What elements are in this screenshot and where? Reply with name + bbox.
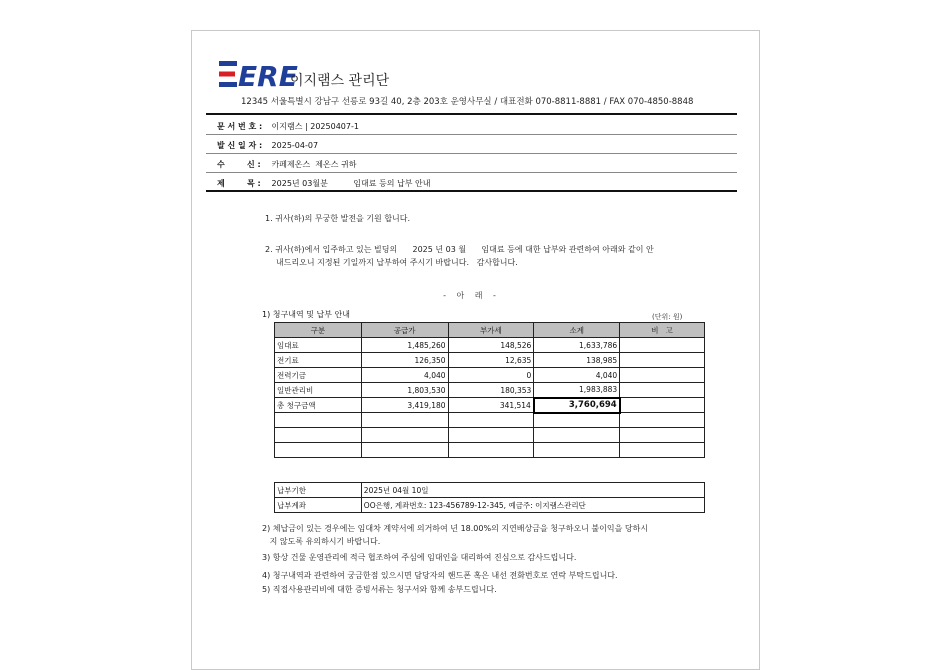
table-row (275, 383, 705, 398)
col-header-supply: 공급가 (361, 323, 448, 338)
logo-text: ERE (238, 60, 298, 93)
col-header-vat: 부가세 (448, 323, 534, 338)
row-divider (206, 172, 737, 173)
header-divider-bottom (206, 190, 737, 192)
note-2-line-2: 지 않도록 유의하시기 바랍니다. (262, 537, 381, 546)
subject-row (217, 178, 430, 189)
cell-vat: 148,526 (448, 338, 534, 353)
total-label: 총 청구금액 (275, 398, 362, 413)
doc-number-value: 이지램스 | 20250407-1 (271, 122, 359, 131)
note-2-line-1: 2) 체납금이 있는 경우에는 임대차 계약서에 의거하여 년 18.00%의 지연배상금을 청구하오니 불이익을 당하시 (262, 524, 649, 533)
cell-category: 임대료 (275, 338, 362, 353)
cell-vat: 0 (448, 368, 534, 383)
total-remarks (620, 398, 705, 413)
recipient-value: 카페제온스 제온스 귀하 (271, 160, 357, 169)
recipient-label: 수 신 : (217, 160, 261, 169)
cell-subtotal: 1,633,786 (534, 338, 620, 353)
cell-subtotal: 4,040 (534, 368, 620, 383)
col-header-subtotal: 소계 (534, 323, 620, 338)
table-header-row (275, 323, 705, 338)
header-divider-top (206, 113, 737, 115)
row-divider (206, 134, 737, 135)
total-row (275, 398, 705, 413)
cell-category: 전기료 (275, 353, 362, 368)
cell-supply: 126,350 (361, 353, 448, 368)
account-row (275, 498, 705, 513)
table-row (275, 353, 705, 368)
cell-remarks (620, 353, 705, 368)
account-label: 납부계좌 (275, 498, 362, 513)
col-header-remarks: 비 고 (620, 323, 705, 338)
note-4: 4) 청구내역과 관련하여 궁금한점 있으시면 담당자의 핸드폰 혹은 내선 전화번호로 연락 부탁드립니다. (262, 571, 618, 580)
paragraph-2-line-1: 2. 귀사(하)에서 입주하고 있는 빌딩의 2025 년 03 월 임대료 등에 대한 납부와 관련하여 아래와 같이 안 (265, 245, 654, 254)
organization-name: 이지램스 관리단 (290, 73, 390, 89)
recipient-row (217, 159, 356, 170)
due-date-label: 납부기한 (275, 483, 362, 498)
cell-subtotal: 138,985 (534, 353, 620, 368)
row-divider (206, 153, 737, 154)
cell-supply: 1,485,260 (361, 338, 448, 353)
doc-number-row (217, 121, 359, 132)
send-date-value: 2025-04-07 (271, 141, 319, 150)
cell-category: 전력기금 (275, 368, 362, 383)
cell-supply: 4,040 (361, 368, 448, 383)
table-row (275, 338, 705, 353)
send-date-row (217, 140, 318, 151)
account-value: OO은행, 계좌번호: 123-456789-12-345, 예금주: 이지램스관리단 (361, 498, 704, 513)
due-date-value: 2025년 04월 10일 (361, 483, 704, 498)
paragraph-1: 1. 귀사(하)의 무궁한 발전을 기원 합니다. (265, 214, 411, 223)
doc-number-label: 문 서 번 호 : (217, 122, 263, 131)
unit-label: (단위: 원) (652, 313, 683, 321)
total-amount: 3,760,694 (534, 398, 620, 413)
cell-remarks (620, 383, 705, 398)
cell-category: 일반관리비 (275, 383, 362, 398)
section-1-title: 1) 청구내역 및 납부 안내 (262, 310, 350, 319)
subject-label: 제 목 : (217, 179, 261, 188)
table-row (275, 368, 705, 383)
cell-remarks (620, 368, 705, 383)
empty-row (275, 443, 705, 458)
cell-vat: 180,353 (448, 383, 534, 398)
note-5: 5) 직접사용관리비에 대한 증빙서류는 청구서와 함께 송부드립니다. (262, 585, 497, 594)
send-date-label: 발 신 일 자 : (217, 141, 263, 150)
total-vat: 341,514 (448, 398, 534, 413)
cell-supply: 1,803,530 (361, 383, 448, 398)
cell-remarks (620, 338, 705, 353)
cell-subtotal: 1,983,883 (534, 383, 620, 398)
col-header-category: 구분 (275, 323, 362, 338)
address-line: 12345 서울특별시 강남구 선릉로 93길 40, 2층 203호 운영사무실 / 대표전화 070-8811-8881 / FAX 070-4850-8848 (241, 97, 694, 107)
paragraph-2-line-2: 내드리오니 지정된 기일까지 납부하여 주시기 바랍니다. 감사합니다. (276, 258, 518, 267)
due-date-row (275, 483, 705, 498)
empty-row (275, 428, 705, 443)
cell-vat: 12,635 (448, 353, 534, 368)
company-logo (219, 60, 298, 93)
subject-value: 2025년 03월분 임대료 등의 납부 안내 (271, 179, 431, 188)
total-supply: 3,419,180 (361, 398, 448, 413)
billing-table (274, 322, 705, 458)
empty-row (275, 413, 705, 428)
payment-table (274, 482, 705, 513)
note-3: 3) 항상 건물 운영관리에 적극 협조하여 주심에 임대인을 대리하여 진심으로 감사드립니다. (262, 553, 577, 562)
below-heading: - 아 래 - (443, 291, 500, 300)
